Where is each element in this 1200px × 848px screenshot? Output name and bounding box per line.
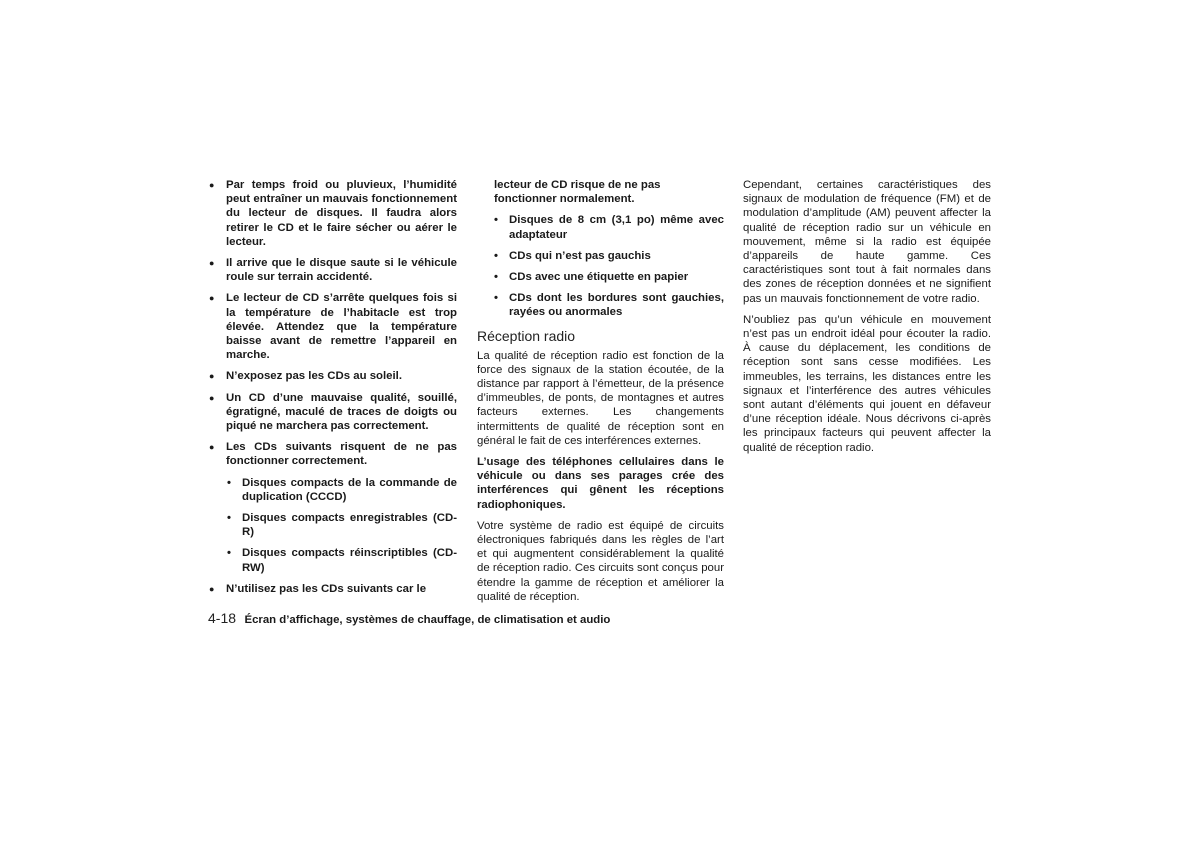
bullet-sun: ● N’exposez pas les CDs au soleil. [208,369,457,383]
section-heading: Réception radio [477,327,576,344]
column-3 [743,178,991,462]
paragraph-cellphone-warning: L’usage des téléphones cellulaires dans le véhicule ou dans ses parages crée des interférences qui gênent les réceptions radiophoniques. [477,456,724,511]
sub-bullet-cccd: • Disques compacts de la commande de duplication (CCCD) [208,476,457,504]
paragraph-fm-am: Cependant, certaines caractéristiques des signaux de modulation de fréquence (FM) et de modulation d’amplitude (AM) peuvent affecter la qualité de réception radio sur un véhicule en mouvement, même si la radio est équipée d’appareils de haute gamme. Ces caractéristiques sont tout à fait normales dans des zones de réception données et ne signifient pas un mauvais fonctionnement de votre radio. [743,179,991,305]
column-1 [208,178,457,603]
paragraph-reception: La qualité de réception radio est fonction de la force des signaux de la station écoutée, de la distance par rapport à l’émetteur, de la présence d’immeubles, de ponts, de montagnes et autres facteurs externes. Les changements intermittents de qualité de réception sont en général le fait de ces interférences externes. [477,349,724,447]
bullet-humidity: ● Par temps froid ou pluvieux, l’humidité peut entraîner un mauvais fonctionnement du lecteur de disques. Il faudra alors retirer le CD et le faire sécher ou aérer le lecteur. [208,178,457,249]
bullet-continuation: lecteur de CD risque de ne pas fonctionner normalement. [494,179,661,206]
page-footer [208,610,610,628]
paragraph-radio-system: Votre système de radio est équipé de circuits électroniques fabriqués dans les règles de l’art et qui augmentent considérablement la qualité de réception radio. Ces circuits sont conçus pour étendre la gamme de réception et améliorer la qualité de réception. [477,519,724,603]
bullet-temperature: ● Le lecteur de CD s’arrête quelques fois si la température de l’habitacle est trop élevée. Attendez que la température baisse avant de remettre l’appareil en marche. [208,291,457,362]
sub-bullet-paper-label: • CDs avec une étiquette en papier [477,270,724,284]
chapter-title: Écran d’affichage, systèmes de chauffage, de climatisation et audio [244,614,611,626]
sub-bullet-cdrw: • Disques compacts réinscriptibles (CD-RW) [208,546,457,574]
sub-bullet-warped: • CDs qui n’est pas gauchis [477,249,724,263]
bullet-do-not-use: ● N’utilisez pas les CDs suivants car le [208,582,457,596]
bullet-rough-terrain: ● Il arrive que le disque saute si le véhicule roule sur terrain accidenté. [208,256,457,284]
paragraph-moving-vehicle: N’oubliez pas qu’un véhicule en mouvement n’est pas un endroit idéal pour écouter la radio. À cause du déplacement, les conditions de réception sont sans cesse modifiées. Les immeubles, les terrains, les distances entre les signaux et l’interférence des autres véhicules sont autant d’éléments qui jouent en défaveur d’une réception idéale. Nous décrivons ci-après les principaux facteurs qui peuvent affecter la qualité de réception radio. [743,313,991,454]
sub-bullet-8cm: • Disques de 8 cm (3,1 po) même avec adaptateur [477,213,724,241]
sub-bullet-edges: • CDs dont les bordures sont gauchies, rayées ou anormales [477,291,724,319]
sub-bullet-cdr: • Disques compacts enregistrables (CD-R) [208,511,457,539]
bullet-bad-quality: ● Un CD d’une mauvaise qualité, souillé, égratigné, maculé de traces de doigts ou piqué ne marchera pas correctement. [208,391,457,434]
page-number: 4-18 [208,610,237,626]
bullet-following-cds: ● Les CDs suivants risquent de ne pas fonctionner correctement. [208,440,457,468]
column-2 [477,178,724,611]
